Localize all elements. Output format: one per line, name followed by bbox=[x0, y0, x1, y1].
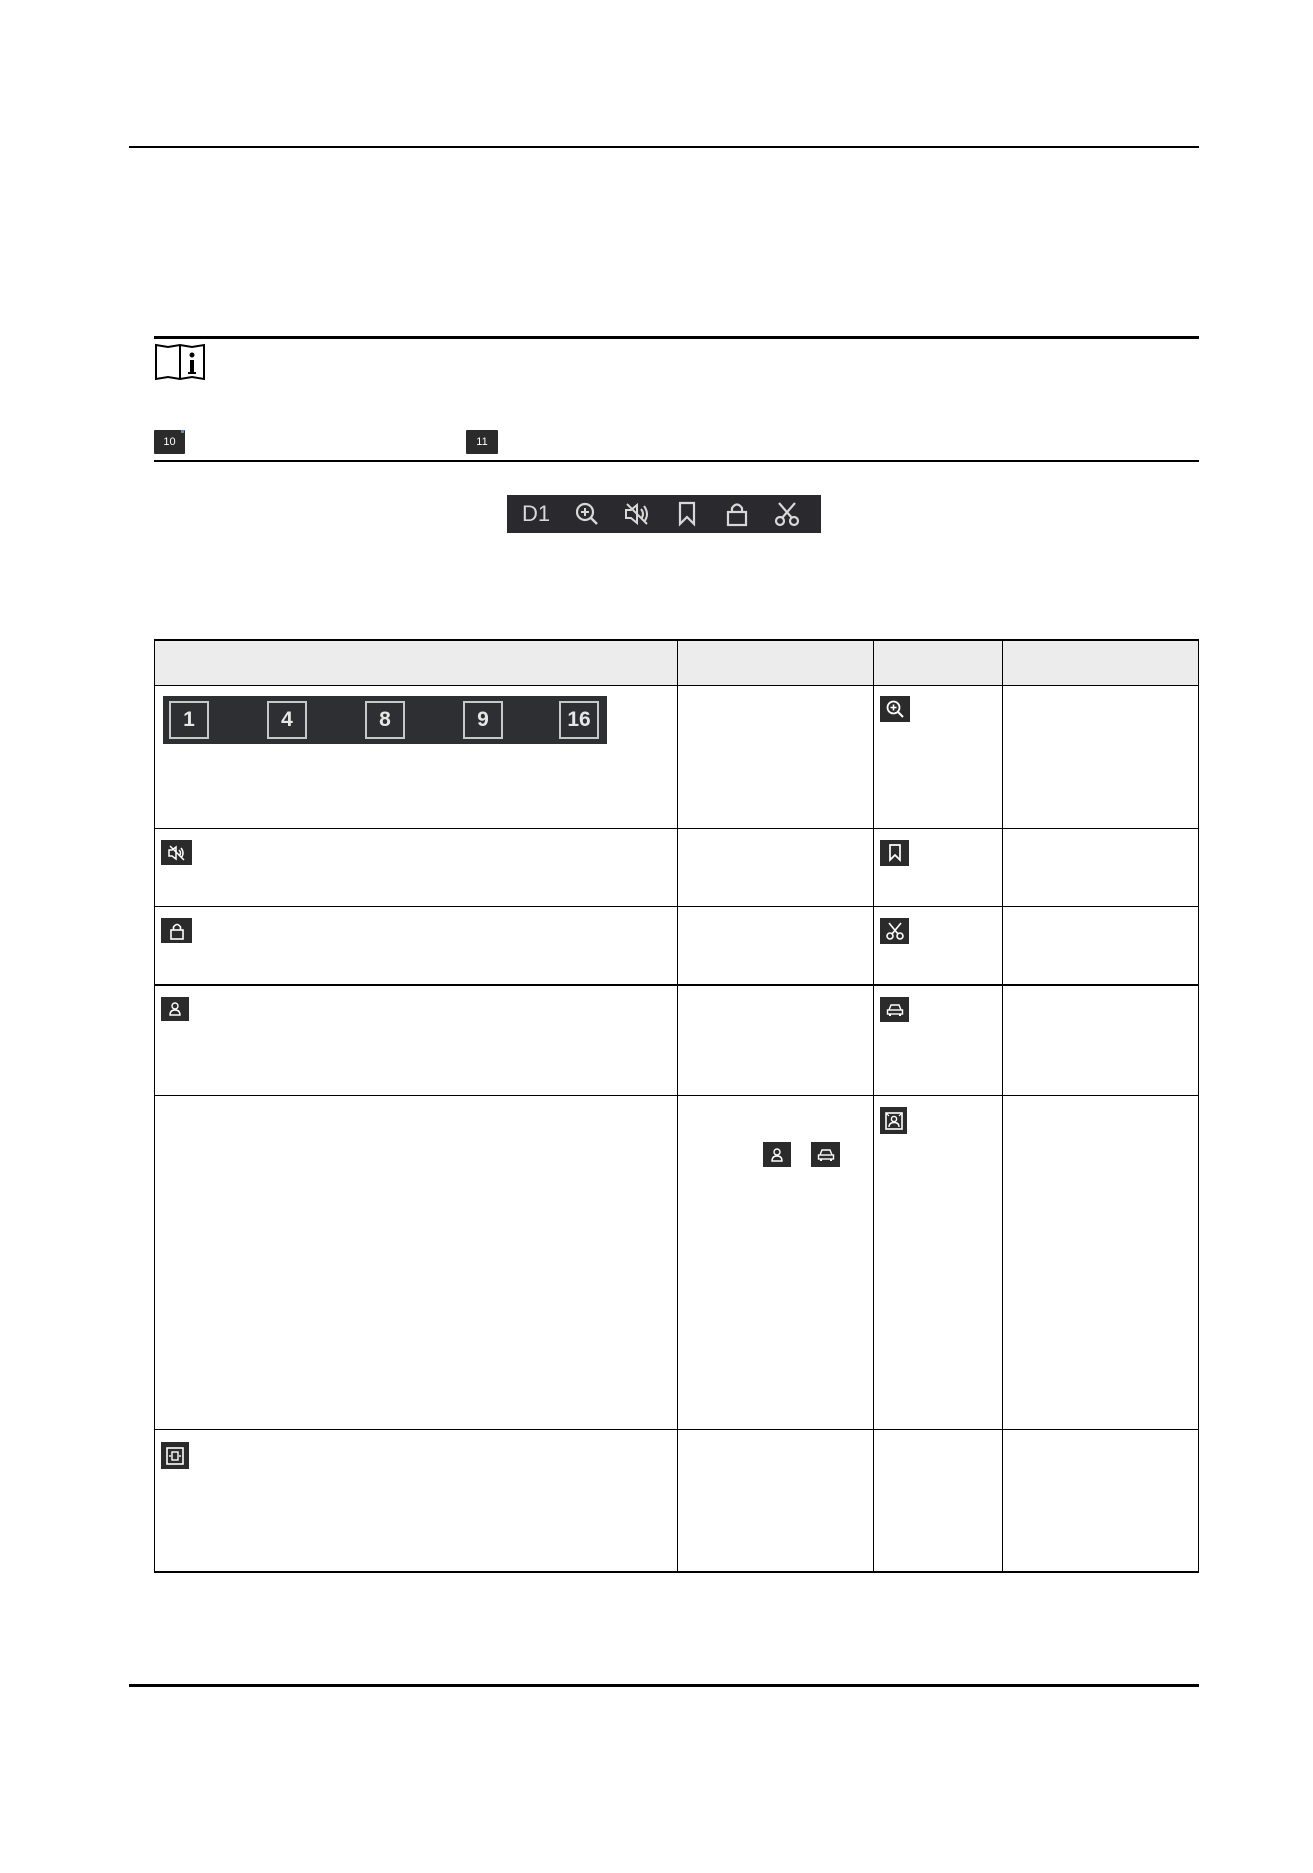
badge-ten bbox=[154, 430, 185, 454]
header-rule bbox=[129, 146, 1199, 148]
vehicle-icon bbox=[811, 1142, 840, 1167]
note-block bbox=[154, 336, 1199, 462]
layout-option-button[interactable]: 9 bbox=[463, 701, 503, 739]
bookmark-icon[interactable] bbox=[662, 495, 712, 533]
badge-eleven bbox=[466, 430, 498, 454]
note-book-icon bbox=[154, 341, 206, 383]
lock-icon[interactable] bbox=[712, 495, 762, 533]
table-line bbox=[1002, 639, 1003, 1573]
playback-toolbar bbox=[507, 495, 821, 533]
layout-option-button[interactable]: 1 bbox=[169, 701, 209, 739]
mute-icon[interactable] bbox=[612, 495, 662, 533]
badge-ten-label: 10 bbox=[163, 436, 176, 448]
bookmark-icon bbox=[880, 840, 909, 866]
footer-rule bbox=[129, 1684, 1199, 1687]
zoom-in-icon bbox=[880, 696, 910, 722]
toolbar-description-table bbox=[154, 639, 1199, 1573]
note-top-line bbox=[154, 336, 1199, 339]
face-picture-icon bbox=[880, 1107, 907, 1134]
lock-icon bbox=[161, 918, 192, 943]
zoom-in-icon[interactable] bbox=[562, 495, 612, 533]
layout-option-button[interactable]: 8 bbox=[365, 701, 405, 739]
badge-eleven-label: 11 bbox=[476, 436, 488, 448]
mute-icon bbox=[161, 840, 192, 865]
table-line bbox=[154, 639, 155, 1573]
window-division-strip bbox=[163, 696, 607, 744]
note-bottom-line bbox=[154, 460, 1199, 462]
clip-icon bbox=[880, 918, 909, 944]
table-line bbox=[677, 639, 678, 1573]
table-line bbox=[1198, 639, 1199, 1573]
table-line bbox=[873, 639, 874, 1573]
layout-option-button[interactable]: 4 bbox=[267, 701, 307, 739]
toolbar-channel-label: D1 bbox=[522, 501, 551, 526]
fisheye-expand-icon bbox=[161, 1442, 189, 1469]
layout-option-button[interactable]: 16 bbox=[559, 701, 599, 739]
badge-ten-dot bbox=[181, 430, 184, 433]
vehicle-icon bbox=[880, 997, 909, 1022]
person-icon bbox=[763, 1142, 791, 1167]
clip-icon[interactable] bbox=[762, 495, 812, 533]
person-icon bbox=[161, 997, 189, 1021]
